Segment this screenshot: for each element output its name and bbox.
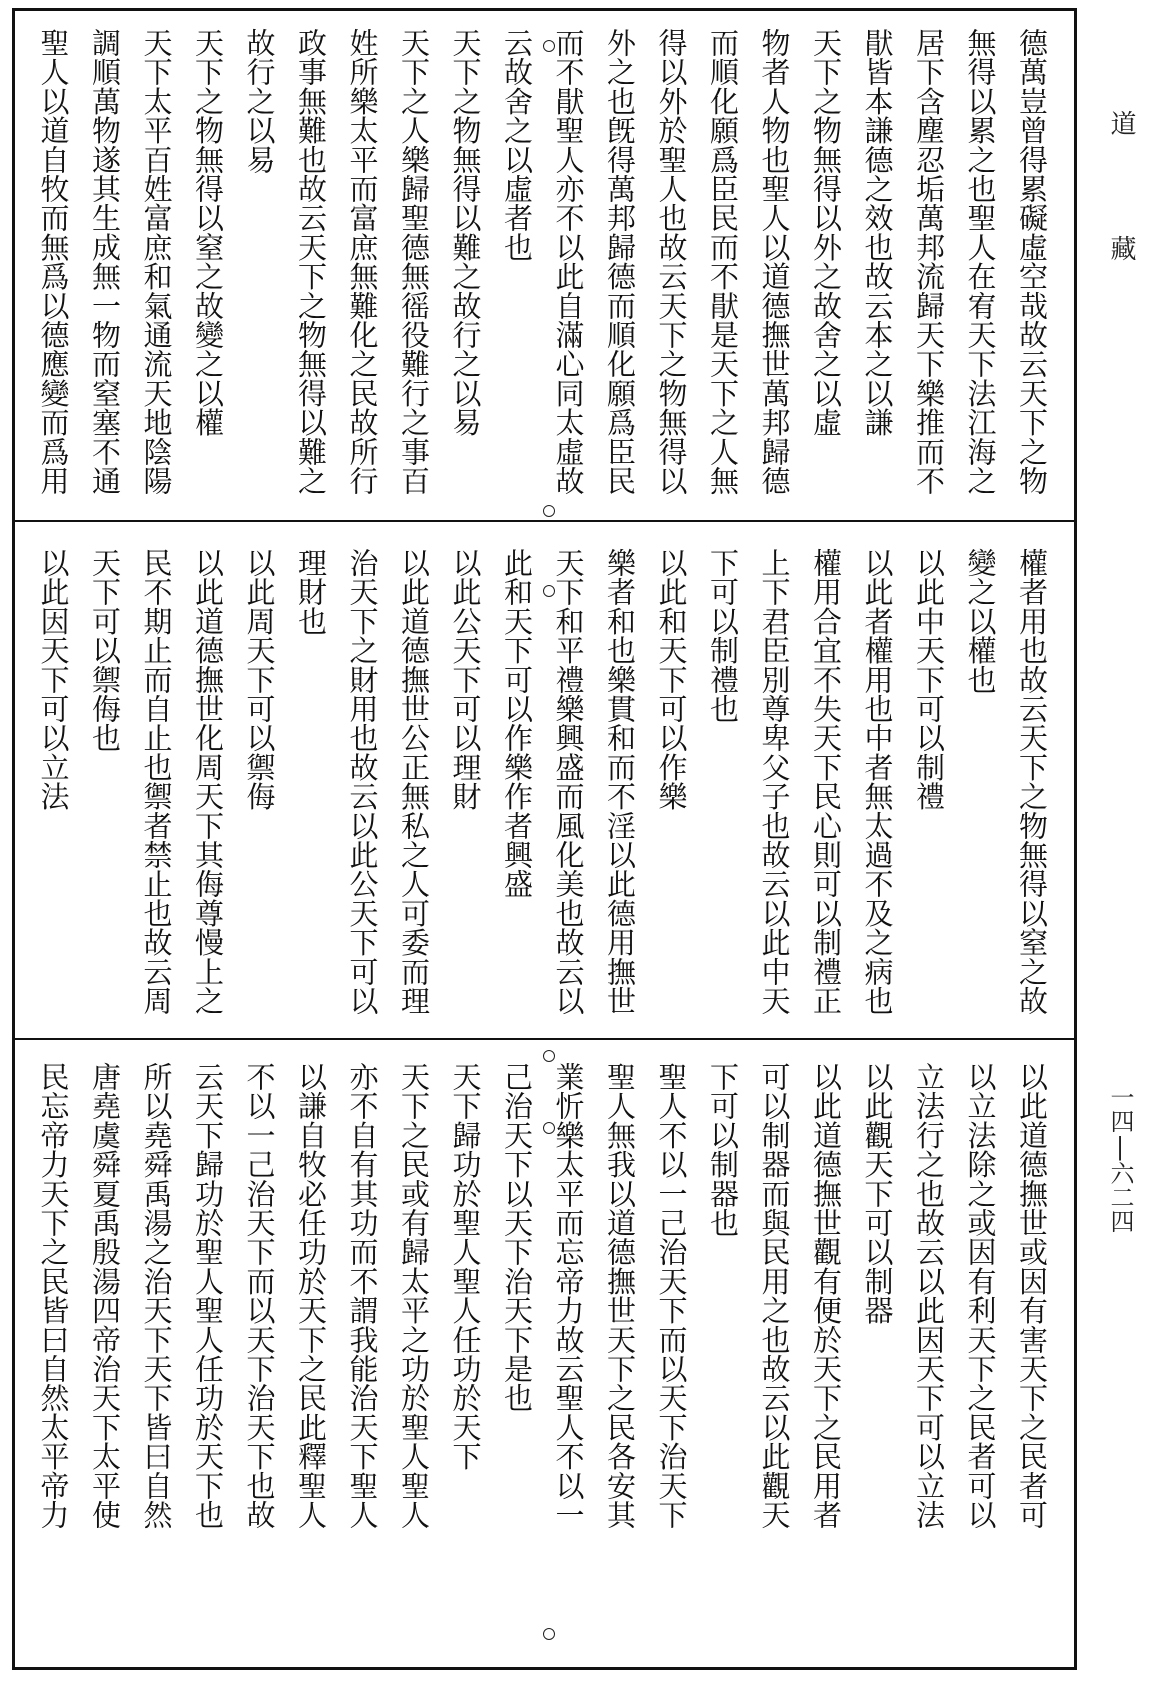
text-column: 治天下之財用也故云以此公天下可以	[345, 548, 380, 1016]
text-column: 民忘帝力天下之民皆曰自然太平帝力	[36, 1062, 71, 1530]
text-column: 天下之物無得以外之故舍之以虛	[809, 28, 843, 437]
punctuation-circle	[543, 40, 555, 52]
text-column: 可以制器而與民用之也故云以此觀天	[757, 1062, 792, 1530]
punctuation-circle	[543, 585, 555, 597]
text-column: 德萬豈曾得累礙虛空哉故云天下之物	[1015, 28, 1049, 496]
text-column: 以此和天下可以作樂	[654, 548, 689, 811]
text-column: 以此道德撫世或因有害天下之民者可	[1015, 1062, 1049, 1530]
text-column: 故行之以易	[242, 28, 277, 174]
text-column: 而順化願爲臣民而不猒是天下之人無	[706, 28, 740, 496]
text-column: 己治天下以天下治天下是也	[500, 1062, 534, 1413]
text-column: 天下和平禮樂興盛而風化美也故云以	[551, 548, 586, 1016]
text-column: 天下可以禦侮也	[88, 548, 122, 753]
text-column: 唐堯虞舜夏禹殷湯四帝治天下太平使	[88, 1062, 122, 1530]
punctuation-circle	[543, 1050, 555, 1062]
text-column: 權者用也故云天下之物無得以窒之故	[1015, 548, 1049, 1016]
text-column: 政事無難也故云天下之物無得以難之	[294, 28, 328, 496]
text-column: 云故舍之以虛者也	[500, 28, 534, 262]
text-column: 居下含塵忍垢萬邦流歸天下樂推而不	[912, 28, 946, 496]
text-column: 以此公天下可以理財	[448, 548, 483, 811]
text-column: 姓所樂太平而富庶無難化之民故所行	[345, 28, 380, 496]
text-column: 業忻樂太平而忘帝力故云聖人不以一	[551, 1062, 586, 1530]
panel-divider-2	[12, 1038, 1077, 1040]
text-column: 天下之民或有歸太平之功於聖人聖人	[397, 1062, 431, 1530]
text-column: 以此因天下可以立法	[36, 548, 71, 811]
text-column: 變之以權也	[963, 548, 998, 694]
text-column: 以謙自牧必任功於天下之民此釋聖人	[294, 1062, 328, 1530]
punctuation-circle	[543, 505, 555, 517]
text-column: 以此者權用也中者無太過不及之病也	[860, 548, 895, 1016]
text-column: 無得以累之也聖人在宥天下法江海之	[963, 28, 998, 496]
text-column: 此和天下可以作樂作者興盛	[500, 548, 534, 899]
text-column: 天下歸功於聖人聖人任功於天下	[448, 1062, 483, 1471]
text-column: 天下之人樂歸聖德無徭役難行之事百	[397, 28, 431, 496]
text-column: 民不期止而自止也禦者禁止也故云周	[139, 548, 174, 1016]
text-column: 以此道德撫世觀有便於天下之民用者	[809, 1062, 843, 1530]
margin-header-left: 道	[1106, 110, 1136, 136]
text-column: 以此觀天下可以制器	[860, 1062, 895, 1325]
text-column: 以此道德撫世化周天下其侮尊慢上之	[191, 548, 225, 1016]
text-column: 聖人以道自牧而無爲以德應變而爲用	[36, 28, 71, 496]
text-column: 以此道德撫世公正無私之人可委而理	[397, 548, 431, 1016]
text-column: 聖人無我以道德撫世天下之民各安其	[603, 1062, 637, 1530]
text-column: 理財也	[294, 548, 328, 636]
text-column: 樂者和也樂貫和而不淫以此德用撫世	[603, 548, 637, 1016]
text-column: 天下之物無得以窒之故變之以權	[191, 28, 225, 437]
text-panel-middle	[30, 548, 1060, 1034]
punctuation-circle	[543, 1628, 555, 1640]
text-column: 立法行之也故云以此因天下可以立法	[912, 1062, 946, 1530]
text-column: 所以堯舜禹湯之治天下天下皆曰自然	[139, 1062, 174, 1530]
text-column: 亦不自有其功而不謂我能治天下聖人	[345, 1062, 380, 1530]
text-column: 天下之物無得以難之故行之以易	[448, 28, 483, 437]
text-column: 得以外於聖人也故云天下之物無得以	[654, 28, 689, 496]
text-panel-top	[30, 28, 1060, 516]
text-column: 下可以制器也	[706, 1062, 740, 1238]
text-column: 物者人物也聖人以道德撫世萬邦歸德	[757, 28, 792, 496]
panel-divider-1	[12, 520, 1077, 522]
margin-header-right: 藏	[1106, 235, 1136, 261]
page-number: 一四|六二四	[1106, 1085, 1134, 1233]
punctuation-circle	[543, 1122, 555, 1134]
text-column: 以立法除之或因有利天下之民者可以	[963, 1062, 998, 1530]
text-column: 猒皆本謙德之效也故云本之以謙	[860, 28, 895, 437]
text-column: 外之也旣得萬邦歸德而順化願爲臣民	[603, 28, 637, 496]
text-column: 上下君臣別尊卑父子也故云以此中天	[757, 548, 792, 1016]
text-column: 權用合宜不失天下民心則可以制禮正	[809, 548, 843, 1016]
text-column: 以此中天下可以制禮	[912, 548, 946, 811]
text-column: 不以一己治天下而以天下治天下也故	[242, 1062, 277, 1530]
text-column: 以此周天下可以禦侮	[242, 548, 277, 811]
text-column: 而不猒聖人亦不以此自滿心同太虛故	[551, 28, 586, 496]
text-column: 天下太平百姓富庶和氣通流天地陰陽	[139, 28, 174, 496]
text-column: 調順萬物遂其生成無一物而窒塞不通	[88, 28, 122, 496]
text-column: 聖人不以一己治天下而以天下治天下	[654, 1062, 689, 1530]
text-panel-bottom	[30, 1062, 1060, 1660]
text-column: 云天下歸功於聖人聖人任功於天下也	[191, 1062, 225, 1530]
text-column: 下可以制禮也	[706, 548, 740, 724]
